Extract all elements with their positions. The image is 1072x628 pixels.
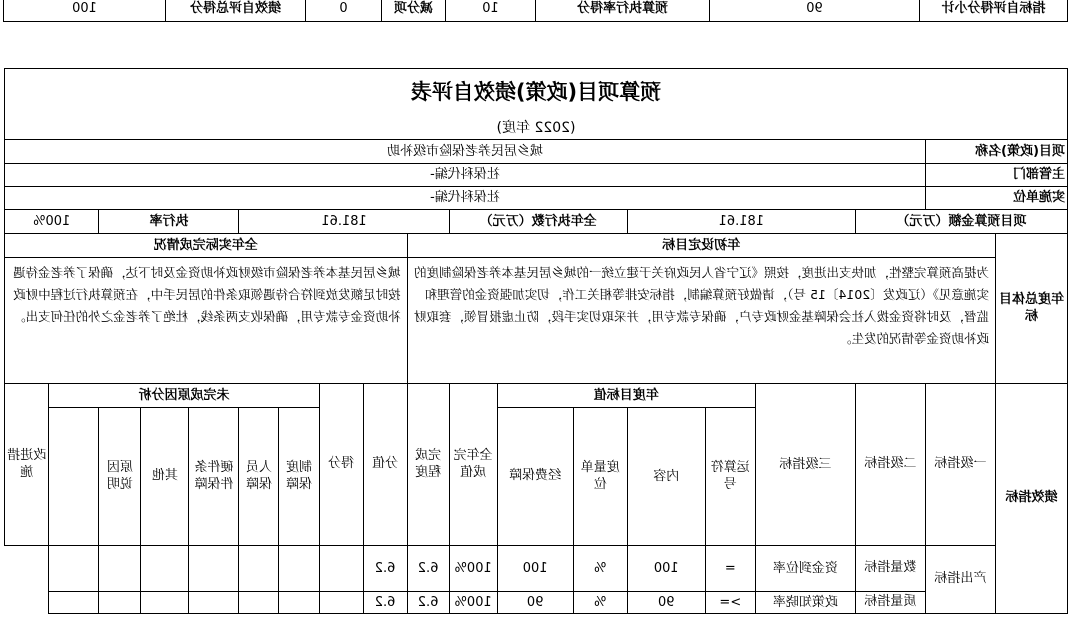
row-hardware (189, 546, 239, 592)
row-operator: >= (705, 592, 755, 614)
exec-rate-value: 100% (5, 210, 99, 234)
staff-header: 人员保障 (239, 408, 279, 546)
annual-goal-label: 年度总体目标 (995, 234, 1067, 384)
level2-header: 二级指标 (855, 384, 925, 546)
indicator-subtotal-value: 90 (710, 0, 920, 22)
points-header: 分值 (363, 384, 407, 546)
deduction-label: 减分项 (382, 0, 446, 22)
row-improve (49, 546, 99, 592)
dept-label: 主管部门 (925, 164, 1067, 187)
row-system (279, 592, 319, 614)
row-points: 6.2 (407, 592, 449, 614)
impl-unit-label: 实施单位 (925, 187, 1067, 210)
total-score-value: 100 (4, 0, 166, 22)
row-unit: % (573, 592, 627, 614)
operator-header: 运算符号 (705, 408, 755, 546)
row-degree: 100% (449, 592, 497, 614)
form-title: 预算项目(政策)绩效自评表 (5, 69, 1068, 118)
row-funding (319, 592, 363, 614)
output-indicator-label: 产出指标 (925, 546, 995, 614)
row-reason (99, 546, 141, 592)
row-funding (319, 546, 363, 592)
unit-header: 度量单位 (573, 408, 627, 546)
row-system (279, 546, 319, 592)
budget-rate-score-label: 预算执行率得分 (536, 0, 710, 22)
level3-header: 三级指标 (755, 384, 855, 546)
row-content: 90 (627, 592, 705, 614)
project-name-label: 项目(政策)名称 (925, 140, 1067, 164)
deduction-value: 0 (306, 0, 382, 22)
funding-header: 经费保障 (497, 408, 573, 546)
annual-exec-value: 181.61 (239, 210, 449, 234)
budget-amount-value: 181.61 (627, 210, 855, 234)
row-level2: 数量指标 (855, 546, 925, 592)
annual-target-header: 年度目标值 (497, 384, 755, 408)
row-actual: 90 (497, 592, 573, 614)
row-staff (239, 592, 279, 614)
reason-desc-header: 原因说明 (99, 408, 141, 546)
indicators-section-label: 绩效指标 (995, 384, 1067, 614)
row-improve (49, 592, 99, 614)
project-name-value: 城乡居民养老保险市级补助 (5, 140, 926, 164)
dept-value: 社保科代编- (5, 164, 926, 187)
row-level2: 质量指标 (855, 592, 925, 614)
performance-self-evaluation-form (4, 68, 1068, 614)
annual-exec-label: 全年执行数（万元） (449, 210, 627, 234)
row-unit: % (573, 546, 627, 592)
table-row (5, 592, 1068, 614)
row-other (141, 592, 189, 614)
reason-group-header: 未完成原因分析 (49, 384, 319, 408)
row-score: 6.2 (363, 592, 407, 614)
improve-header: 改进措施 (5, 384, 49, 546)
hardware-header: 硬件条件保障 (189, 408, 239, 546)
goal-set-header: 年初设定目标 (407, 234, 995, 258)
degree-header: 完成程度 (407, 384, 449, 546)
row-operator: = (705, 546, 755, 592)
impl-unit-value: 社保科代编- (5, 187, 926, 210)
budget-rate-score-value: 10 (446, 0, 536, 22)
row-level3: 政策知晓率 (755, 592, 855, 614)
content-header: 内容 (627, 408, 705, 546)
exec-rate-label: 执行率 (99, 210, 239, 234)
other-header: 其他 (141, 408, 189, 546)
row-staff (239, 546, 279, 592)
row-reason (99, 592, 141, 614)
goal-actual-header: 全年实际完成情况 (5, 234, 408, 258)
row-level3: 资金到位率 (755, 546, 855, 592)
form-year: (2022 年度) (5, 117, 1068, 140)
score-header: 得分 (319, 384, 363, 546)
summary-score-table (3, 0, 1068, 22)
total-score-label: 绩效自评总得分 (166, 0, 306, 22)
row-hardware (189, 592, 239, 614)
system-header: 制度保障 (279, 408, 319, 546)
table-row (5, 546, 1068, 592)
summary-row (4, 0, 1068, 22)
row-actual: 100 (497, 546, 573, 592)
goal-actual-text: 城乡居民基本养老保险市级财政补助资金及时下达，确保了养老金待遇按时足额发放到符合待遇领取条件的居民手中，在预算执行过程中财政补助资金专款专用，确保收支两条线，杜绝了养老金之外的任何支出。 (5, 258, 408, 384)
indicator-subtotal-label: 指标自评得分小计 (920, 0, 1068, 22)
budget-amount-label: 项目预算金额（万元） (855, 210, 1067, 234)
row-score: 6.2 (363, 546, 407, 592)
actual-value-header: 全年完成值 (449, 384, 497, 546)
row-content: 100 (627, 546, 705, 592)
row-other (141, 546, 189, 592)
level1-header: 一级指标 (925, 384, 995, 546)
row-degree: 100% (449, 546, 497, 592)
row-points: 6.2 (407, 546, 449, 592)
goal-set-text: 为提高预算完整性，加快支出进度，按照《辽宁省人民政府关于建立统一的城乡居民基本养老保险制度的实施意见》（辽政发〔2014〕15 号），请做好预算编制，指标安排等相关工作，切实加强资金的管理和监督，及时将资金拨入社会保障基金财政专户，确保专款专用，并采取切实手段，防止虚报冒领，套取财政补助资金等情况的发生。 (407, 258, 995, 384)
